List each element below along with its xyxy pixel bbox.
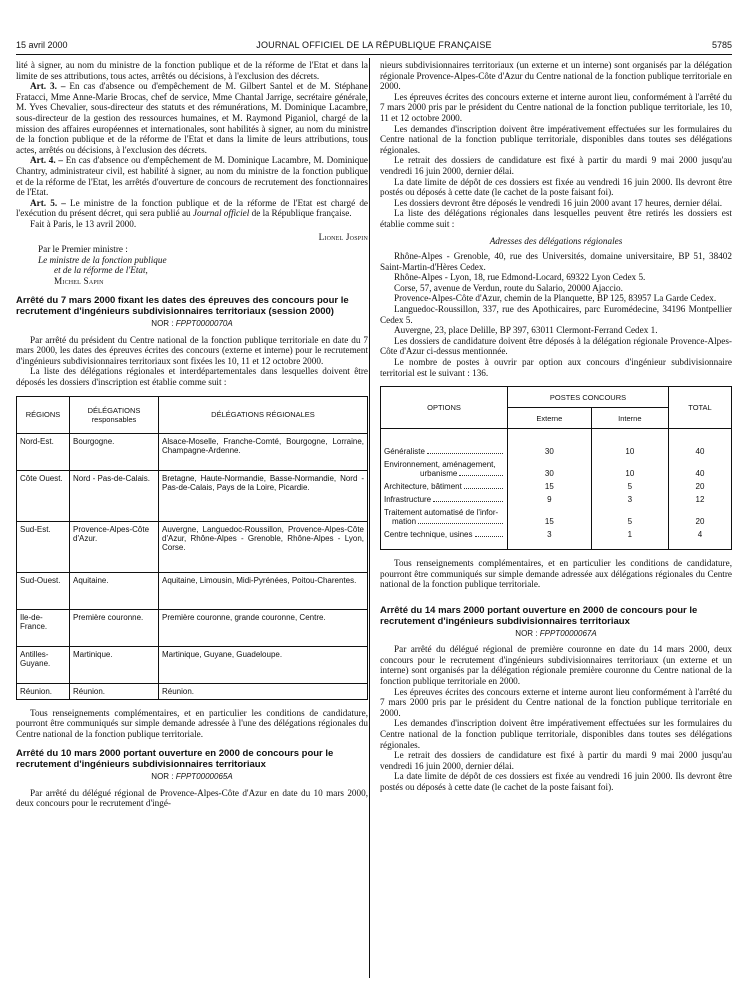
- table-row: Côte Ouest. Nord - Pas-de-Calais. Bretagne, Haute-Normandie, Basse-Normandie, Nord - Pas-de-Calais, Pays de la Loire, Picardie.: [17, 470, 368, 521]
- regions-header: RÉGIONS: [17, 396, 70, 433]
- article-5-text-a: Le ministre de la fonction publique et de la réforme de l'Etat est chargé de l'exécution du présent décret, qui sera publié au: [16, 197, 368, 219]
- table-row: Nord-Est. Bourgogne. Alsace-Moselle, Franche-Comté, Bourgogne, Lorraine, Champagne-Ardenne.: [17, 433, 368, 470]
- address-paca: Provence-Alpes-Côte d'Azur, chemin de la Planquette, BP 125, 83957 La Garde Cedex.: [394, 293, 717, 304]
- adresses-title: Adresses des délégations régionales: [489, 235, 623, 246]
- article-3-label: Art. 3. –: [30, 81, 66, 92]
- table-row: Sud-Est. Provence-Alpes-Côte d'Azur. Auvergne, Languedoc-Roussillon, Provence-Alpes-Côte d'Azur, Rhône-Alpes - Grenoble, Rhône-Alpes - Lyon, Corse.: [17, 521, 368, 572]
- article-5: [16, 198, 368, 219]
- table-row: Sud-Ouest. Aquitaine. Aquitaine, Limousin, Midi-Pyrénées, Poitou-Charentes.: [17, 572, 368, 609]
- journal-officiel-ref: Journal officiel: [192, 208, 250, 219]
- ministre-title-line2: et de la réforme de l'Etat,: [54, 265, 148, 276]
- journal-title: JOURNAL OFFICIEL DE LA RÉPUBLIQUE FRANÇAISE: [256, 40, 492, 50]
- par-premier-ministre: Par le Premier ministre :: [38, 244, 128, 255]
- column-divider: [369, 58, 370, 978]
- table-row: Réunion. Réunion. Réunion.: [17, 683, 368, 699]
- nombre-postes-paragraph: Le nombre de postes à ouvrir par option aux concours d'ingénieur subdivisionnaire territorial est le suivant : 136.: [380, 357, 732, 378]
- article-4-label: Art. 4. –: [30, 155, 64, 166]
- liste-paragraph: La liste des délégations régionales dans lesquelles peuvent être retirés les dossiers est établie comme suit :: [380, 208, 732, 229]
- signatory-ministre: Michel Sapin: [54, 275, 104, 286]
- section-1-paragraph-1: Par arrêté du président du Centre national de la fonction publique territoriale en date du 7 mars 2000, les dates des épreuves écrites des concours (externe et interne) pour le recrutement d'ingénieurs subdivisionnaires territoriaux sont fixées les 10, 11 et 12 octobre 2000.: [16, 334, 368, 366]
- delegations-responsables-header: DÉLÉGATIONS responsables: [70, 396, 159, 433]
- section-3-paragraph-4: Le retrait des dossiers de candidature est fixé à partir du mardi 9 mai 2000 jusqu'au vendredi 16 juin 2000, dernier délai.: [380, 750, 732, 771]
- externe-header: Externe: [508, 408, 592, 429]
- address-lyon: Rhône-Alpes - Lyon, 18, rue Edmond-Locard, 69322 Lyon Cedex 5.: [394, 272, 646, 283]
- section-3-paragraph-1: Par arrêté du délégué régional de première couronne en date du 14 mars 2000, deux concours pour le recrutement d'ingénieurs subdivisionnaires territoriaux (un externe et un interne) sont organisés par la délégation régionale première couronne du Centre national de la fonction publique territoriale en 2000.: [380, 644, 732, 686]
- left-column: [16, 60, 368, 809]
- table-row: Centre technique, usines 3 1 4: [381, 528, 732, 541]
- section-title-arrete-7-mars: Arrêté du 7 mars 2000 fixant les dates des épreuves des concours pour le recrutement d'ingénieurs subdivisionnaires territoriaux (session 2000): [16, 295, 349, 318]
- table-row: Architecture, bâtiment 15 5 20: [381, 480, 732, 493]
- table-row: Traitement automatisé de l'infor- mation 15 5 20: [381, 506, 732, 528]
- nor-reference-2: NOR : FPPT0000065A: [151, 772, 233, 781]
- intro-paragraph: lité à signer, au nom du ministre de la fonction publique et de la réforme de l'Etat et dans la limite de ses attributions, tous actes, arrêtés ou décisions, à l'exclusion des décrets.: [16, 60, 368, 81]
- total-header: TOTAL: [669, 387, 732, 429]
- article-3-text: En cas d'absence ou d'empêchement de M. Gilbert Santel et de M. Stéphane Fratacci, Mme Anne-Marie Brocas, chef de service, Mme Chantal Jarrige, secrétaire générale, M. Yves Chevalier, sous-directeur des statuts et des rémunérations, M. Dominique Lacambre, sous-directeur de la gestion des ressources humaines, et M. Raymond Piganiol, chargé de la mission des affaires européennes et internationales, sont habilités à signer, au nom du ministre de la fonction publique et de la réforme de l'Etat et dans la limite de leurs attributions, tous actes, arrêtés ou décisions, à l'exclusion des décrets.: [16, 81, 368, 155]
- address-auvergne: Auvergne, 23, place Delille, BP 397, 63011 Clermont-Ferrand Cedex 1.: [394, 325, 658, 336]
- continuation-paragraph: nieurs subdivisionnaires territoriaux (un externe et un interne) sont organisés par la délégation régionale Provence-Alpes-Côte d'Azur du Centre national de la fonction publique territoriale en 2000.: [380, 60, 732, 92]
- section-title-arrete-10-mars: Arrêté du 10 mars 2000 portant ouverture en 2000 de concours pour le recrutement d'ingénieurs subdivisionnaires territoriaux: [16, 748, 334, 771]
- article-3: [16, 81, 368, 155]
- demandes-paragraph: Les demandes d'inscription doivent être impérativement effectuées sur les formulaires du Centre national de la fonction publique territoriale, disponibles dans toutes ses délégations régionales.: [380, 123, 732, 155]
- interne-header: Interne: [591, 408, 668, 429]
- table-row: Généraliste 30 10 40: [381, 445, 732, 458]
- address-corse: Corse, 57, avenue de Verdun, route du Salario, 20000 Ajaccio.: [394, 282, 623, 293]
- date-limite-paragraph: La date limite de dépôt de ces dossiers est fixée au vendredi 16 juin 2000. Ils devront être postés ou déposés à cette date (le cachet de la poste faisant foi).: [380, 176, 732, 198]
- table-row: Antilles-Guyane. Martinique. Martinique, Guyane, Guadeloupe.: [17, 646, 368, 683]
- article-4: [16, 155, 368, 197]
- header-rule: [16, 54, 732, 55]
- signature-block: [38, 244, 368, 286]
- epreuves-paragraph: Les épreuves écrites des concours externe et interne auront lieu, conformément à l'arrêté du 7 mars 2000 pris par le président du Centre national de la fonction publique territoriale, les 10, 11 et 12 octobre 2000.: [380, 91, 732, 123]
- section-3-paragraph-3: Les demandes d'inscription doivent être impérativement effectuées sur les formulaires du Centre national de la fonction publique territoriale, disponibles dans toutes ses délégations régionales.: [380, 718, 732, 750]
- section-2-paragraph-1: Par arrêté du délégué régional de Provence-Alpes-Côte d'Azur en date du 10 mars 2000, deux concours pour le recrutement d'ingé-: [16, 787, 368, 809]
- section-title-arrete-14-mars: Arrêté du 14 mars 2000 portant ouverture en 2000 de concours pour le recrutement d'ingénieurs subdivisionnaires territoriaux: [380, 605, 698, 627]
- nor-reference-1: NOR : FPPT0000070A: [151, 319, 233, 329]
- deposes-paragraph: Les dossiers devront être déposés le vendredi 16 juin 2000 avant 17 heures, dernier délai.: [394, 197, 723, 208]
- table-row: Ile-de-France. Première couronne. Première couronne, grande couronne, Centre.: [17, 609, 368, 646]
- tous-renseignements-paragraph: Tous renseignements complémentaires, et en particulier les conditions de candidature, pourront être communiqués sur simple demande adressée aux délégations régionales du Centre national de la fonction publique territoriale.: [380, 558, 732, 590]
- postes-concours-header: POSTES CONCOURS: [508, 387, 669, 408]
- retrait-paragraph: Le retrait des dossiers de candidature est fixé à partir du mardi 9 mai 2000 jusqu'au vendredi 16 juin 2000, dernier délai.: [380, 155, 732, 176]
- section-1-paragraph-3: Tous renseignements complémentaires, et en particulier les conditions de candidature, pourront être communiqués sur simple demande adressée à l'une des délégations régionales du Centre national de la fonction publique territoriale.: [16, 707, 368, 739]
- signatory-premier-ministre: Lionel Jospin: [318, 231, 368, 242]
- article-5-label: Art. 5. –: [30, 197, 66, 208]
- issue-date: 15 avril 2000: [16, 40, 68, 50]
- dossiers-paragraph: Les dossiers de candidature doivent être déposés à la délégation régionale Provence-Alpes-Côte d'Azur ci-dessus mentionnée.: [380, 335, 732, 357]
- section-3-paragraph-5: La date limite de dépôt de ces dossiers est fixée au vendredi 16 juin 2000. Ils devront être postés ou déposés à cette date (le cachet de la poste faisant foi).: [380, 771, 732, 792]
- postes-table: [380, 386, 732, 550]
- options-header: OPTIONS: [381, 387, 508, 429]
- section-3-paragraph-2: Les épreuves écrites des concours externe et interne auront lieu conformément à l'arrêté du 7 mars 2000 pris par le président du Centre national de la fonction publique territoriale en 2000.: [380, 686, 732, 718]
- article-4-text: En cas d'absence ou d'empêchement de M. Dominique Lacambre, M. Dominique Chantry, administrateur civil, est habilité à signer, au nom du ministre de la fonction publique et de la réforme de l'Etat, les arrêtés d'ouverture de concours de recrutement des fonctionnaires de l'Etat.: [16, 155, 369, 198]
- page-number: 5785: [711, 40, 732, 50]
- table-row: Infrastructure 9 3 12: [381, 493, 732, 506]
- section-1-paragraph-2: La liste des délégations régionales et interdépartementales dans lesquelles doivent être déposés les dossiers d'inscription est établie comme suit :: [16, 366, 368, 388]
- address-grenoble: Rhône-Alpes - Grenoble, 40, rue des Universités, domaine universitaire, BP 51, 38402 Saint-Martin-d'Hères Cedex.: [380, 251, 732, 272]
- delegations-regionales-header: DÉLÉGATIONS RÉGIONALES: [159, 396, 368, 433]
- regions-table: [16, 396, 368, 700]
- address-languedoc: Languedoc-Roussillon, 337, rue des Apothicaires, parc Euromédecine, 34196 Montpellier Cedex 5.: [380, 304, 732, 325]
- article-5-text-b: de la République française.: [249, 208, 352, 219]
- nor-reference-3: NOR : FPPT0000067A: [515, 628, 597, 638]
- ministre-title-line1: Le ministre de la fonction publique: [38, 254, 167, 265]
- right-column: [380, 60, 732, 793]
- table-row: Environnement, aménagement, urbanisme 30 10 40: [381, 458, 732, 480]
- fait-a-paris: Fait à Paris, le 13 avril 2000.: [30, 218, 137, 229]
